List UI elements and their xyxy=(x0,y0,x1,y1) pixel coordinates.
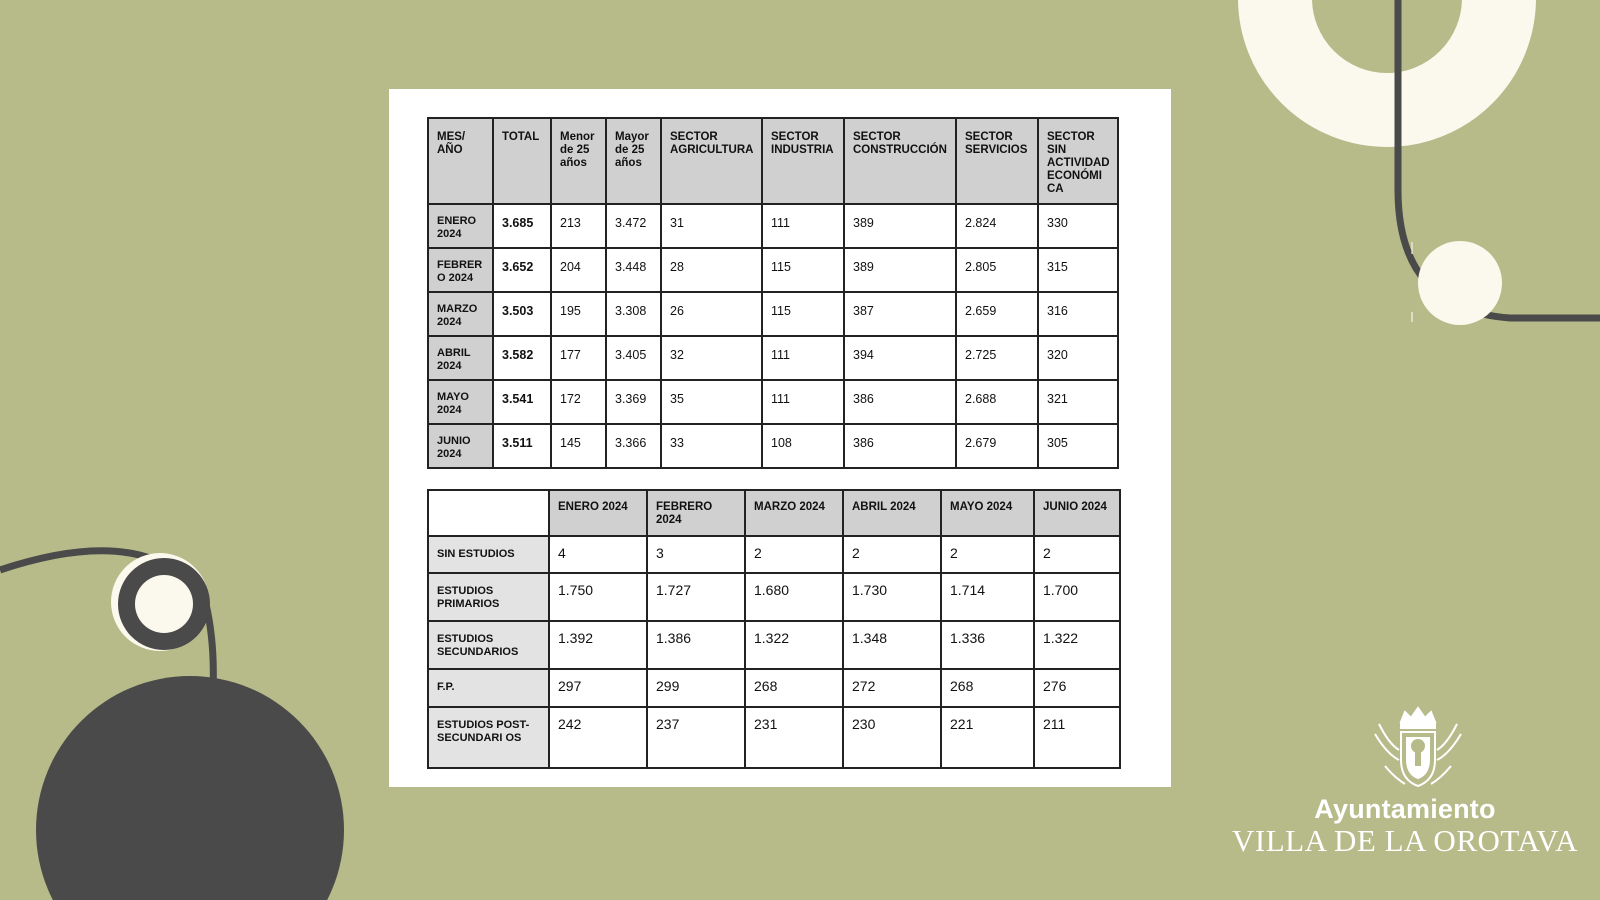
cell: 394 xyxy=(844,336,956,380)
cell: 31 xyxy=(661,204,762,248)
cell: 115 xyxy=(762,248,844,292)
cream-ring-top-right xyxy=(1275,0,1499,110)
cell: 389 xyxy=(844,204,956,248)
row-label: ESTUDIOS PRIMARIOS xyxy=(428,573,549,621)
cell: 2 xyxy=(745,536,843,573)
cell: 1.322 xyxy=(745,621,843,669)
cell: 177 xyxy=(551,336,606,380)
cell: 387 xyxy=(844,292,956,336)
cell: 172 xyxy=(551,380,606,424)
cell: 2.805 xyxy=(956,248,1038,292)
cell: 211 xyxy=(1034,707,1120,768)
cell: 1.730 xyxy=(843,573,941,621)
cell: 145 xyxy=(551,424,606,468)
table-row xyxy=(428,248,1118,292)
cell: 3.472 xyxy=(606,204,661,248)
cell: 2.659 xyxy=(956,292,1038,336)
cell: 3.685 xyxy=(493,204,551,248)
row-label: ESTUDIOS SECUNDARIOS xyxy=(428,621,549,669)
cell: 1.348 xyxy=(843,621,941,669)
cell: 1.714 xyxy=(941,573,1034,621)
table-row xyxy=(428,707,1120,768)
cell: 33 xyxy=(661,424,762,468)
cell: 3.582 xyxy=(493,336,551,380)
table1-header: SECTOR CONSTRUCCIÓN xyxy=(844,118,956,204)
cell: 26 xyxy=(661,292,762,336)
cell: 111 xyxy=(762,204,844,248)
cell: 3.503 xyxy=(493,292,551,336)
cell: 204 xyxy=(551,248,606,292)
cell: 1.700 xyxy=(1034,573,1120,621)
cell: 28 xyxy=(661,248,762,292)
table1-header: SECTOR AGRICULTURA xyxy=(661,118,762,204)
cell: 231 xyxy=(745,707,843,768)
cell: 2.679 xyxy=(956,424,1038,468)
cell: 268 xyxy=(941,669,1034,707)
dark-arc-left xyxy=(0,551,213,690)
data-card xyxy=(389,89,1171,787)
row-label: FEBRER O 2024 xyxy=(428,248,493,292)
coat-of-arms-icon xyxy=(1371,704,1465,792)
cell: 2.824 xyxy=(956,204,1038,248)
table2-header: MAYO 2024 xyxy=(941,490,1034,536)
row-label: F.P. xyxy=(428,669,549,707)
table-row xyxy=(428,292,1118,336)
table-row xyxy=(428,669,1120,707)
table1-header: Mayor de 25 años xyxy=(606,118,661,204)
cell: 2 xyxy=(843,536,941,573)
cell: 386 xyxy=(844,424,956,468)
cell: 316 xyxy=(1038,292,1118,336)
cell: 299 xyxy=(647,669,745,707)
cell: 1.386 xyxy=(647,621,745,669)
table1-header: SECTOR SIN ACTIVIDAD ECONÓMI CA xyxy=(1038,118,1118,204)
cell: 3.405 xyxy=(606,336,661,380)
cell: 3 xyxy=(647,536,745,573)
cell: 2.688 xyxy=(956,380,1038,424)
cell: 276 xyxy=(1034,669,1120,707)
cell: 242 xyxy=(549,707,647,768)
table-row xyxy=(428,573,1120,621)
cell: 1.727 xyxy=(647,573,745,621)
cell: 111 xyxy=(762,380,844,424)
cell: 3.308 xyxy=(606,292,661,336)
table1-header: SECTOR INDUSTRIA xyxy=(762,118,844,204)
dark-big-circle xyxy=(36,676,344,900)
cell: 3.366 xyxy=(606,424,661,468)
row-label: JUNIO 2024 xyxy=(428,424,493,468)
dark-arc-line xyxy=(1398,0,1600,318)
cell: 3.369 xyxy=(606,380,661,424)
table1-header: TOTAL xyxy=(493,118,551,204)
table-row xyxy=(428,424,1118,468)
cell: 213 xyxy=(551,204,606,248)
cell: 1.336 xyxy=(941,621,1034,669)
cell: 272 xyxy=(843,669,941,707)
row-label: MAYO 2024 xyxy=(428,380,493,424)
table-row xyxy=(428,536,1120,573)
unemployment-sector-table xyxy=(427,117,1119,469)
education-level-table xyxy=(427,489,1121,769)
row-label: ABRIL 2024 xyxy=(428,336,493,380)
cell: 221 xyxy=(941,707,1034,768)
cell: 315 xyxy=(1038,248,1118,292)
row-label: ENERO 2024 xyxy=(428,204,493,248)
cell: 2 xyxy=(1034,536,1120,573)
cell: 35 xyxy=(661,380,762,424)
table1-header-row xyxy=(428,118,1118,204)
cell: 389 xyxy=(844,248,956,292)
cell: 268 xyxy=(745,669,843,707)
cell: 2 xyxy=(941,536,1034,573)
ayuntamiento-logo xyxy=(1225,704,1585,859)
table2-header: FEBRERO 2024 xyxy=(647,490,745,536)
cell: 1.322 xyxy=(1034,621,1120,669)
table2-header: MARZO 2024 xyxy=(745,490,843,536)
cell: 297 xyxy=(549,669,647,707)
cell: 32 xyxy=(661,336,762,380)
table2-header-empty xyxy=(428,490,549,536)
table1-header: Menor de 25 años xyxy=(551,118,606,204)
cell: 1.392 xyxy=(549,621,647,669)
cell: 3.652 xyxy=(493,248,551,292)
cell: 195 xyxy=(551,292,606,336)
cell: 237 xyxy=(647,707,745,768)
cell: 111 xyxy=(762,336,844,380)
table-row xyxy=(428,621,1120,669)
table2-header: JUNIO 2024 xyxy=(1034,490,1120,536)
logo-line-villa: VILLA DE LA OROTAVA xyxy=(1231,823,1579,858)
table2-header: ENERO 2024 xyxy=(549,490,647,536)
table-row xyxy=(428,336,1118,380)
logo-line-ayuntamiento: Ayuntamiento xyxy=(1314,794,1496,824)
row-label: ESTUDIOS POST-SECUNDARI OS xyxy=(428,707,549,768)
table2-header-row xyxy=(428,490,1120,536)
cell: 305 xyxy=(1038,424,1118,468)
table-row xyxy=(428,204,1118,248)
cell: 115 xyxy=(762,292,844,336)
cell: 1.680 xyxy=(745,573,843,621)
cream-dot-right xyxy=(1418,241,1502,325)
row-label: SIN ESTUDIOS xyxy=(428,536,549,573)
table-row xyxy=(428,380,1118,424)
cell: 3.511 xyxy=(493,424,551,468)
cell: 108 xyxy=(762,424,844,468)
cell: 3.448 xyxy=(606,248,661,292)
cell: 320 xyxy=(1038,336,1118,380)
table1-header: MES/ AÑO xyxy=(428,118,493,204)
cell: 230 xyxy=(843,707,941,768)
table1-header: SECTOR SERVICIOS xyxy=(956,118,1038,204)
cell: 3.541 xyxy=(493,380,551,424)
table2-header: ABRIL 2024 xyxy=(843,490,941,536)
cell: 330 xyxy=(1038,204,1118,248)
cell: 1.750 xyxy=(549,573,647,621)
cell: 4 xyxy=(549,536,647,573)
cell: 321 xyxy=(1038,380,1118,424)
row-label: MARZO 2024 xyxy=(428,292,493,336)
cell: 2.725 xyxy=(956,336,1038,380)
cream-ring-left xyxy=(111,553,209,651)
cell: 386 xyxy=(844,380,956,424)
